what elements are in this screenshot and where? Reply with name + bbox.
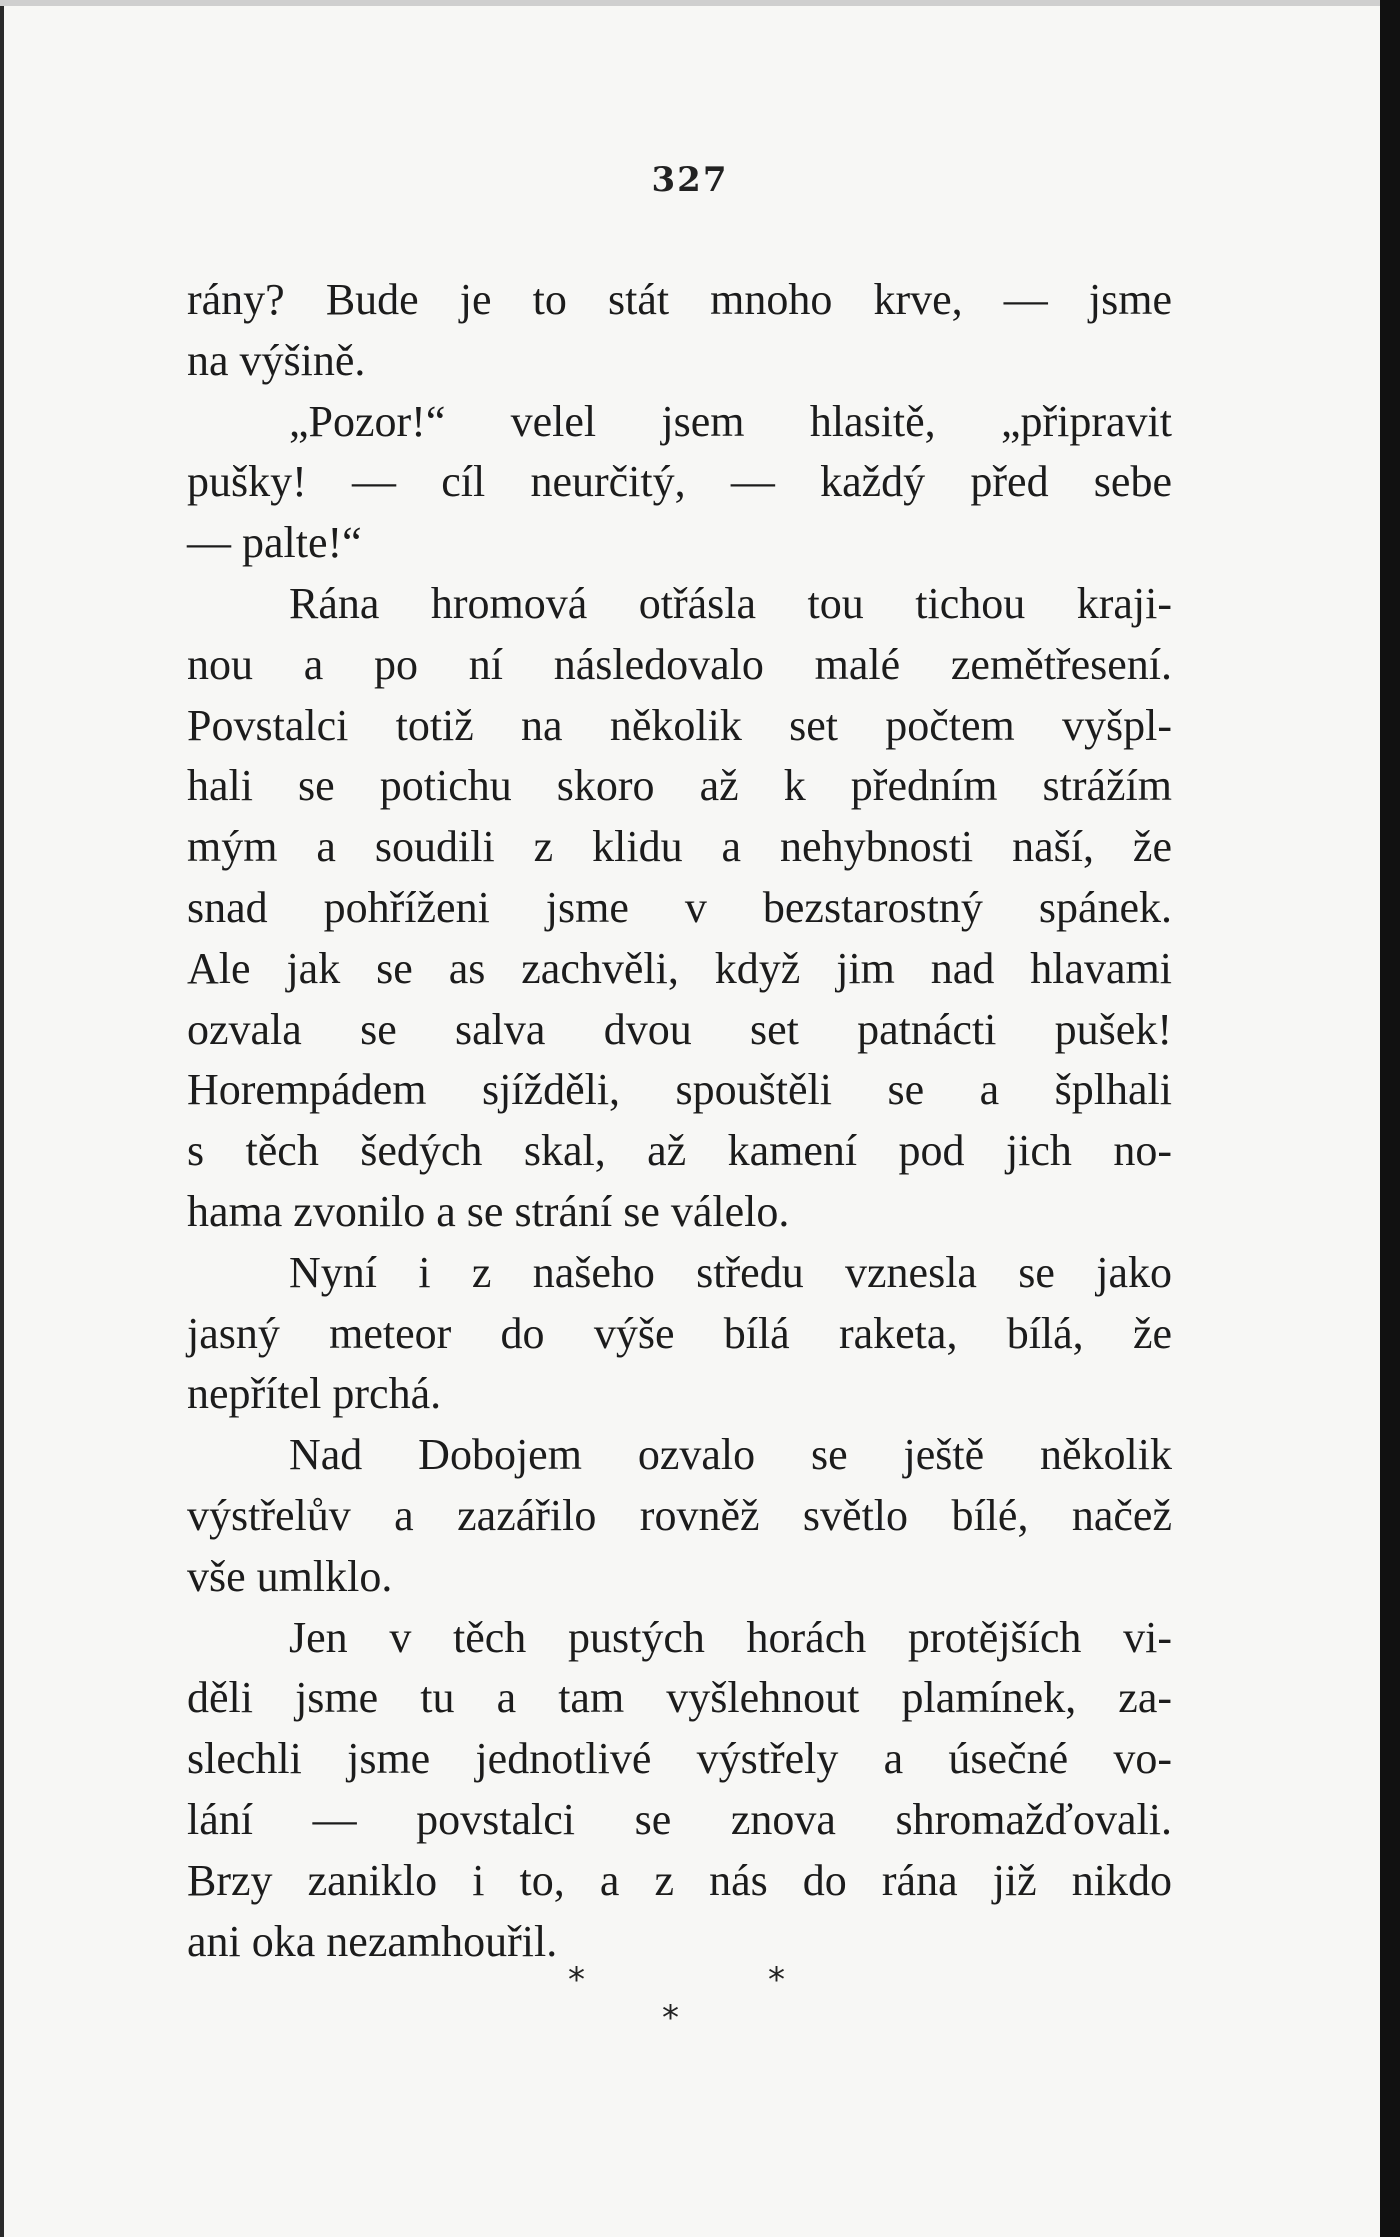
text-line: Jen v těch pustých horách protějších vi- <box>289 1612 1172 1662</box>
text-line: Rána hromová otřásla tou tichou kraji- <box>289 578 1172 628</box>
page-number: 327 <box>651 160 729 200</box>
body-text <box>187 270 1172 1972</box>
text-line: Nad Dobojem ozvalo se ještě několik <box>289 1430 1172 1480</box>
text-line: Brzy zaniklo i to, a z nás do rána již nikdo <box>187 1855 1172 1905</box>
text-line: Ale jak se as zachvěli, když jim nad hlavami <box>187 943 1172 993</box>
asterisk: * <box>568 1960 585 2000</box>
text-line: Horempádem sjížděli, spouštěli se a šplhali <box>187 1065 1172 1115</box>
page-left-edge <box>0 0 4 2237</box>
text-line: vše umlklo. <box>187 1551 393 1601</box>
text-line: Povstalci totiž na několik set počtem vyšpl- <box>187 700 1172 750</box>
text-line: děli jsme tu a tam vyšlehnout plamínek, za- <box>187 1673 1172 1723</box>
asterisk: * <box>768 1960 785 2000</box>
page-top-edge <box>0 0 1380 6</box>
text-line: hama zvonilo a se strání se válelo. <box>187 1186 790 1236</box>
asterisk: * <box>662 1998 679 2038</box>
text-line: ani oka nezamhouřil. <box>187 1916 558 1966</box>
text-line: Nyní i z našeho středu vznesla se jako <box>289 1247 1172 1297</box>
text-line: nepřítel prchá. <box>187 1369 442 1419</box>
text-line: „Pozor!“ velel jsem hlasitě, „připravit <box>289 396 1172 446</box>
text-line: ozvala se salva dvou set patnácti pušek! <box>187 1004 1172 1054</box>
text-line: s těch šedých skal, až kamení pod jich no- <box>187 1126 1172 1176</box>
text-line: — palte!“ <box>187 518 362 568</box>
text-line: slechli jsme jednotlivé výstřely a úsečné vo- <box>187 1734 1172 1784</box>
page-right-edge <box>1380 0 1400 2237</box>
text-line: nou a po ní následovalo malé zemětřesení. <box>187 639 1172 689</box>
text-line: lání — povstalci se znova shromažďovali. <box>187 1794 1172 1844</box>
text-line: jasný meteor do výše bílá raketa, bílá, že <box>187 1308 1172 1358</box>
text-line: výstřelův a zazářilo rovněž světlo bílé, načež <box>187 1490 1172 1540</box>
text-line: mým a soudili z klidu a nehybnosti naší, že <box>187 822 1172 872</box>
text-line: hali se potichu skoro až k předním strážím <box>187 761 1172 811</box>
text-line: rány? Bude je to stát mnoho krve, — jsme <box>187 275 1172 324</box>
text-line: pušky! — cíl neurčitý, — každý před sebe <box>187 457 1172 507</box>
text-line: snad pohříženi jsme v bezstarostný spánek. <box>187 882 1172 932</box>
text-line: na výšině. <box>187 335 366 385</box>
